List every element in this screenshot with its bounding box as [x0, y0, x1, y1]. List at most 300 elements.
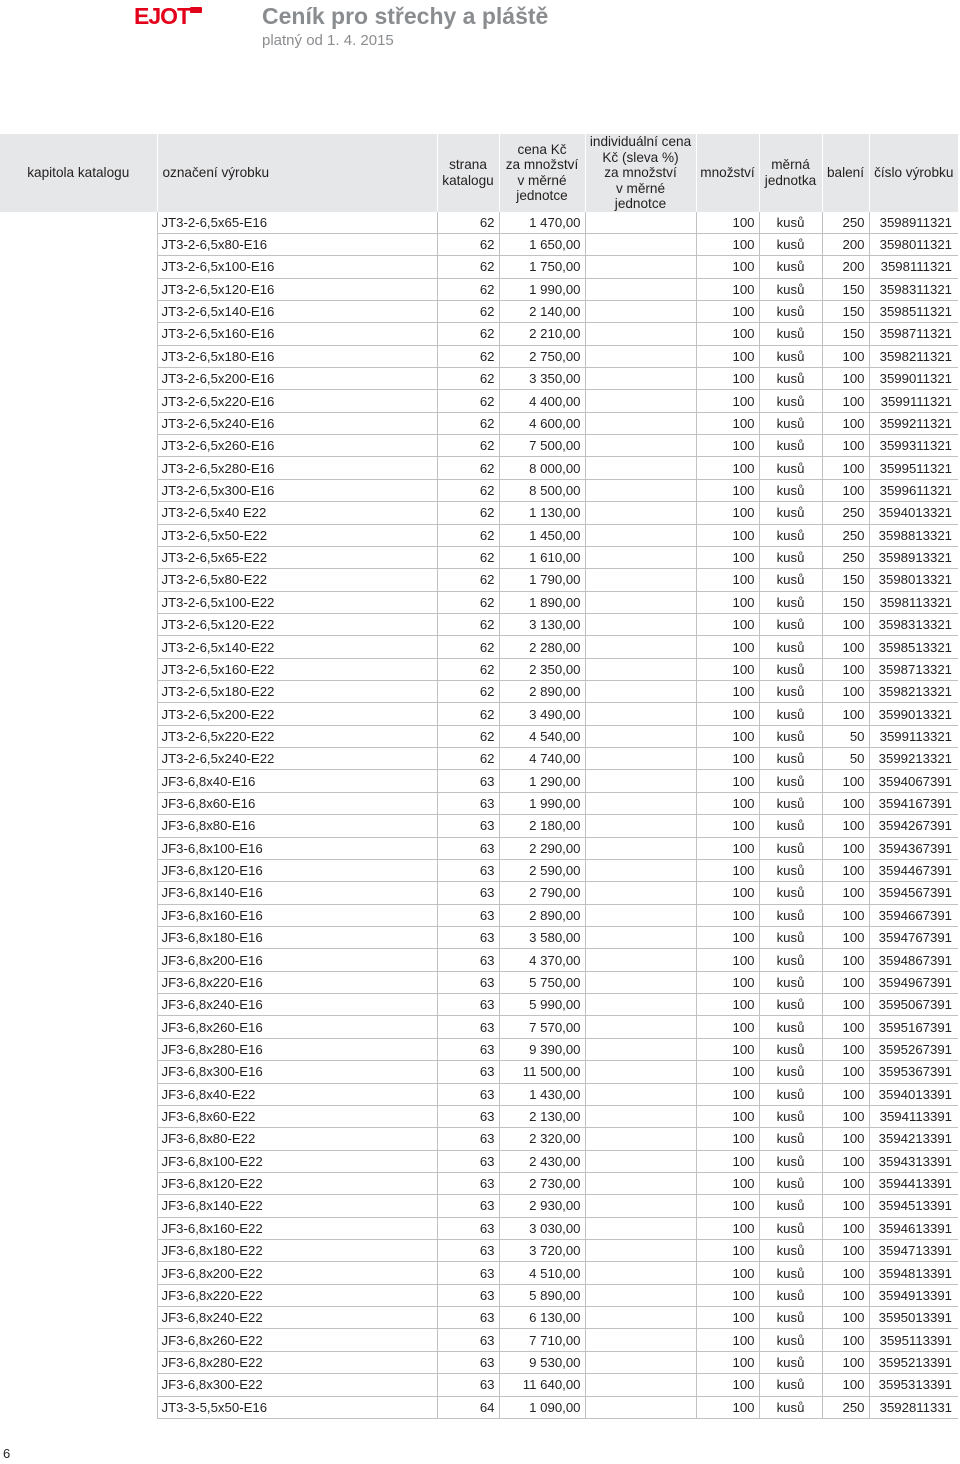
cell-oznaceni: JF3-6,8x80-E22 — [157, 1128, 437, 1150]
cell-baleni: 200 — [822, 233, 869, 255]
cell-oznaceni: JT3-2-6,5x50-E22 — [157, 524, 437, 546]
cell-mnozstvi: 100 — [696, 1284, 759, 1306]
cell-cislo: 3595167391 — [869, 1016, 958, 1038]
cell-kapitola — [0, 904, 157, 926]
cell-strana: 63 — [437, 1284, 499, 1306]
cell-individualni — [585, 1128, 696, 1150]
cell-strana: 63 — [437, 882, 499, 904]
cell-strana: 63 — [437, 1083, 499, 1105]
table-row — [0, 1061, 958, 1083]
cell-strana: 62 — [437, 435, 499, 457]
table-row — [0, 1016, 958, 1038]
table-row — [0, 212, 958, 234]
cell-cena: 1 430,00 — [499, 1083, 585, 1105]
cell-individualni — [585, 1284, 696, 1306]
cell-mnozstvi: 100 — [696, 613, 759, 635]
table-row — [0, 435, 958, 457]
cell-jednotka: kusů — [759, 994, 822, 1016]
cell-strana: 63 — [437, 859, 499, 881]
cell-strana: 63 — [437, 1038, 499, 1060]
table-row — [0, 613, 958, 635]
header-oznaceni: označení výrobku — [157, 134, 437, 212]
cell-cislo: 3594867391 — [869, 949, 958, 971]
table-row — [0, 1351, 958, 1373]
cell-cislo: 3594813391 — [869, 1262, 958, 1284]
cell-cena: 1 450,00 — [499, 524, 585, 546]
cell-cena: 2 750,00 — [499, 345, 585, 367]
cell-baleni: 100 — [822, 390, 869, 412]
cell-cena: 8 000,00 — [499, 457, 585, 479]
cell-jednotka: kusů — [759, 457, 822, 479]
cell-oznaceni: JF3-6,8x220-E16 — [157, 971, 437, 993]
cell-cena: 4 400,00 — [499, 390, 585, 412]
cell-kapitola — [0, 949, 157, 971]
cell-jednotka: kusů — [759, 1240, 822, 1262]
cell-baleni: 100 — [822, 681, 869, 703]
table-row — [0, 300, 958, 322]
cell-oznaceni: JF3-6,8x240-E22 — [157, 1307, 437, 1329]
cell-individualni — [585, 278, 696, 300]
cell-cena: 5 990,00 — [499, 994, 585, 1016]
cell-jednotka: kusů — [759, 1351, 822, 1373]
cell-oznaceni: JT3-2-6,5x80-E16 — [157, 233, 437, 255]
cell-mnozstvi: 100 — [696, 233, 759, 255]
cell-cena: 3 030,00 — [499, 1217, 585, 1239]
cell-baleni: 250 — [822, 1396, 869, 1418]
cell-jednotka: kusů — [759, 1396, 822, 1418]
cell-baleni: 100 — [822, 613, 869, 635]
cell-cena: 2 790,00 — [499, 882, 585, 904]
cell-strana: 63 — [437, 1262, 499, 1284]
cell-strana: 62 — [437, 703, 499, 725]
cell-strana: 63 — [437, 815, 499, 837]
cell-mnozstvi: 100 — [696, 1396, 759, 1418]
cell-mnozstvi: 100 — [696, 882, 759, 904]
cell-baleni: 100 — [822, 770, 869, 792]
cell-kapitola — [0, 457, 157, 479]
cell-kapitola — [0, 658, 157, 680]
cell-oznaceni: JT3-2-6,5x260-E16 — [157, 435, 437, 457]
cell-kapitola — [0, 233, 157, 255]
table-row — [0, 1217, 958, 1239]
cell-individualni — [585, 457, 696, 479]
header-jednotka — [759, 134, 822, 212]
cell-cena: 1 650,00 — [499, 233, 585, 255]
cell-baleni: 100 — [822, 949, 869, 971]
cell-mnozstvi: 100 — [696, 1195, 759, 1217]
cell-individualni — [585, 1038, 696, 1060]
cell-oznaceni: JT3-2-6,5x120-E22 — [157, 613, 437, 635]
header-strana — [437, 134, 499, 212]
cell-strana: 62 — [437, 748, 499, 770]
cell-cislo: 3594167391 — [869, 792, 958, 814]
cell-oznaceni: JF3-6,8x120-E22 — [157, 1172, 437, 1194]
cell-kapitola — [0, 479, 157, 501]
header-kapitola: kapitola katalogu — [0, 134, 157, 212]
table-row — [0, 412, 958, 434]
cell-jednotka: kusů — [759, 524, 822, 546]
cell-jednotka: kusů — [759, 1061, 822, 1083]
header-jednotka-line: jednotka — [764, 172, 817, 188]
cell-strana: 62 — [437, 256, 499, 278]
table-row — [0, 1307, 958, 1329]
cell-mnozstvi: 100 — [696, 681, 759, 703]
cell-cena: 1 990,00 — [499, 792, 585, 814]
header-cena — [499, 134, 585, 212]
cell-cislo: 3598111321 — [869, 256, 958, 278]
cell-oznaceni: JT3-2-6,5x200-E16 — [157, 368, 437, 390]
cell-baleni: 100 — [822, 994, 869, 1016]
header-baleni: balení — [822, 134, 869, 212]
cell-cena: 3 350,00 — [499, 368, 585, 390]
cell-baleni: 100 — [822, 457, 869, 479]
cell-baleni: 100 — [822, 927, 869, 949]
cell-cislo: 3598713321 — [869, 658, 958, 680]
cell-individualni — [585, 636, 696, 658]
cell-cena: 2 290,00 — [499, 837, 585, 859]
cell-baleni: 100 — [822, 1374, 869, 1396]
cell-cislo: 3595013391 — [869, 1307, 958, 1329]
cell-cislo: 3599111321 — [869, 390, 958, 412]
cell-cena: 2 730,00 — [499, 1172, 585, 1194]
cell-baleni: 100 — [822, 1083, 869, 1105]
cell-cena: 2 140,00 — [499, 300, 585, 322]
cell-kapitola — [0, 278, 157, 300]
table-row — [0, 882, 958, 904]
cell-individualni — [585, 1396, 696, 1418]
cell-kapitola — [0, 1016, 157, 1038]
header-individualni-line: individuální cena — [589, 134, 692, 149]
cell-kapitola — [0, 1262, 157, 1284]
table-row — [0, 703, 958, 725]
cell-mnozstvi: 100 — [696, 1217, 759, 1239]
cell-mnozstvi: 100 — [696, 658, 759, 680]
cell-strana: 62 — [437, 524, 499, 546]
cell-mnozstvi: 100 — [696, 904, 759, 926]
cell-oznaceni: JT3-2-6,5x160-E16 — [157, 323, 437, 345]
cell-baleni: 100 — [822, 345, 869, 367]
cell-cislo: 3598513321 — [869, 636, 958, 658]
table-row — [0, 569, 958, 591]
cell-strana: 62 — [437, 658, 499, 680]
cell-jednotka: kusů — [759, 1172, 822, 1194]
cell-baleni: 100 — [822, 904, 869, 926]
cell-oznaceni: JF3-6,8x260-E16 — [157, 1016, 437, 1038]
cell-mnozstvi: 100 — [696, 1061, 759, 1083]
cell-mnozstvi: 100 — [696, 703, 759, 725]
cell-mnozstvi: 100 — [696, 1128, 759, 1150]
cell-cena: 3 720,00 — [499, 1240, 585, 1262]
cell-cislo: 3594013391 — [869, 1083, 958, 1105]
cell-jednotka: kusů — [759, 256, 822, 278]
header-individualni-line: Kč (sleva %) — [602, 149, 679, 165]
cell-kapitola — [0, 368, 157, 390]
cell-baleni: 100 — [822, 971, 869, 993]
cell-strana: 62 — [437, 300, 499, 322]
cell-mnozstvi: 100 — [696, 837, 759, 859]
cell-oznaceni: JF3-6,8x160-E22 — [157, 1217, 437, 1239]
cell-cena: 4 510,00 — [499, 1262, 585, 1284]
table-row — [0, 949, 958, 971]
cell-cena: 5 890,00 — [499, 1284, 585, 1306]
cell-cislo: 3595367391 — [869, 1061, 958, 1083]
cell-mnozstvi: 100 — [696, 1083, 759, 1105]
cell-cena: 11 640,00 — [499, 1374, 585, 1396]
cell-strana: 63 — [437, 971, 499, 993]
cell-baleni: 100 — [822, 1150, 869, 1172]
table-row — [0, 1374, 958, 1396]
cell-oznaceni: JT3-2-6,5x80-E22 — [157, 569, 437, 591]
cell-strana: 62 — [437, 479, 499, 501]
cell-kapitola — [0, 546, 157, 568]
cell-jednotka: kusů — [759, 725, 822, 747]
cell-mnozstvi: 100 — [696, 927, 759, 949]
cell-individualni — [585, 703, 696, 725]
cell-baleni: 200 — [822, 256, 869, 278]
cell-oznaceni: JF3-6,8x40-E16 — [157, 770, 437, 792]
cell-individualni — [585, 390, 696, 412]
cell-mnozstvi: 100 — [696, 256, 759, 278]
cell-oznaceni: JT3-2-6,5x65-E22 — [157, 546, 437, 568]
cell-strana: 63 — [437, 1016, 499, 1038]
cell-mnozstvi: 100 — [696, 1172, 759, 1194]
cell-strana: 63 — [437, 1307, 499, 1329]
cell-cena: 1 990,00 — [499, 278, 585, 300]
cell-strana: 63 — [437, 927, 499, 949]
cell-cislo: 3595113391 — [869, 1329, 958, 1351]
cell-mnozstvi: 100 — [696, 524, 759, 546]
cell-mnozstvi: 100 — [696, 725, 759, 747]
table-row — [0, 546, 958, 568]
cell-jednotka: kusů — [759, 927, 822, 949]
cell-cislo: 3594067391 — [869, 770, 958, 792]
cell-cislo: 3595213391 — [869, 1351, 958, 1373]
cell-mnozstvi: 100 — [696, 368, 759, 390]
header-cislo: číslo výrobku — [869, 134, 958, 212]
cell-cena: 3 130,00 — [499, 613, 585, 635]
cell-individualni — [585, 882, 696, 904]
cell-oznaceni: JT3-2-6,5x65-E16 — [157, 212, 437, 234]
cell-strana: 63 — [437, 1195, 499, 1217]
cell-kapitola — [0, 859, 157, 881]
cell-baleni: 100 — [822, 882, 869, 904]
cell-kapitola — [0, 815, 157, 837]
cell-cislo: 3598011321 — [869, 233, 958, 255]
cell-strana: 62 — [437, 636, 499, 658]
cell-cislo: 3595313391 — [869, 1374, 958, 1396]
table-row — [0, 591, 958, 613]
cell-jednotka: kusů — [759, 546, 822, 568]
table-row — [0, 524, 958, 546]
cell-individualni — [585, 837, 696, 859]
cell-cena: 9 390,00 — [499, 1038, 585, 1060]
cell-jednotka: kusů — [759, 681, 822, 703]
cell-individualni — [585, 859, 696, 881]
cell-individualni — [585, 613, 696, 635]
cell-mnozstvi: 100 — [696, 569, 759, 591]
table-row — [0, 278, 958, 300]
header-cena-line: za množství — [505, 157, 579, 173]
cell-individualni — [585, 1217, 696, 1239]
cell-jednotka: kusů — [759, 1329, 822, 1351]
cell-kapitola — [0, 927, 157, 949]
table-row — [0, 815, 958, 837]
cell-mnozstvi: 100 — [696, 502, 759, 524]
cell-mnozstvi: 100 — [696, 1329, 759, 1351]
cell-cena: 2 280,00 — [499, 636, 585, 658]
cell-oznaceni: JT3-2-6,5x180-E16 — [157, 345, 437, 367]
cell-baleni: 250 — [822, 546, 869, 568]
cell-jednotka: kusů — [759, 1105, 822, 1127]
cell-jednotka: kusů — [759, 703, 822, 725]
page-number: 6 — [3, 1446, 11, 1461]
cell-kapitola — [0, 703, 157, 725]
cell-baleni: 100 — [822, 1217, 869, 1239]
cell-strana: 63 — [437, 1374, 499, 1396]
cell-baleni: 100 — [822, 1061, 869, 1083]
cell-individualni — [585, 412, 696, 434]
cell-cislo: 3594367391 — [869, 837, 958, 859]
cell-jednotka: kusů — [759, 613, 822, 635]
cell-baleni: 100 — [822, 368, 869, 390]
cell-oznaceni: JT3-2-6,5x240-E22 — [157, 748, 437, 770]
cell-oznaceni: JF3-6,8x200-E16 — [157, 949, 437, 971]
table-row — [0, 1329, 958, 1351]
cell-mnozstvi: 100 — [696, 859, 759, 881]
cell-cena: 7 570,00 — [499, 1016, 585, 1038]
cell-cena: 3 580,00 — [499, 927, 585, 949]
cell-strana: 62 — [437, 390, 499, 412]
cell-kapitola — [0, 591, 157, 613]
cell-kapitola — [0, 569, 157, 591]
cell-individualni — [585, 1307, 696, 1329]
cell-mnozstvi: 100 — [696, 1351, 759, 1373]
cell-baleni: 100 — [822, 1351, 869, 1373]
cell-cislo: 3599013321 — [869, 703, 958, 725]
table-row — [0, 233, 958, 255]
cell-cislo: 3595067391 — [869, 994, 958, 1016]
cell-cislo: 3594513391 — [869, 1195, 958, 1217]
cell-jednotka: kusů — [759, 435, 822, 457]
table-row — [0, 502, 958, 524]
cell-oznaceni: JF3-6,8x280-E22 — [157, 1351, 437, 1373]
cell-jednotka: kusů — [759, 792, 822, 814]
table-row — [0, 1262, 958, 1284]
cell-individualni — [585, 927, 696, 949]
cell-oznaceni: JF3-6,8x180-E22 — [157, 1240, 437, 1262]
header-individualni-line: za množství — [604, 165, 677, 180]
cell-oznaceni: JT3-3-5,5x50-E16 — [157, 1396, 437, 1418]
cell-individualni — [585, 524, 696, 546]
cell-oznaceni: JF3-6,8x200-E22 — [157, 1262, 437, 1284]
cell-baleni: 100 — [822, 1329, 869, 1351]
cell-oznaceni: JF3-6,8x120-E16 — [157, 859, 437, 881]
cell-strana: 63 — [437, 837, 499, 859]
cell-jednotka: kusů — [759, 1016, 822, 1038]
cell-kapitola — [0, 345, 157, 367]
cell-cislo: 3594113391 — [869, 1105, 958, 1127]
cell-jednotka: kusů — [759, 971, 822, 993]
cell-jednotka: kusů — [759, 412, 822, 434]
cell-cena: 2 180,00 — [499, 815, 585, 837]
cell-jednotka: kusů — [759, 1307, 822, 1329]
cell-kapitola — [0, 1061, 157, 1083]
cell-cena: 9 530,00 — [499, 1351, 585, 1373]
cell-mnozstvi: 100 — [696, 278, 759, 300]
cell-individualni — [585, 1105, 696, 1127]
cell-individualni — [585, 502, 696, 524]
header-cena-line: v měrné — [517, 172, 567, 188]
cell-cislo: 3594613391 — [869, 1217, 958, 1239]
cell-individualni — [585, 435, 696, 457]
cell-strana: 62 — [437, 613, 499, 635]
cell-mnozstvi: 100 — [696, 212, 759, 234]
cell-baleni: 100 — [822, 837, 869, 859]
cell-mnozstvi: 100 — [696, 1105, 759, 1127]
cell-oznaceni: JT3-2-6,5x240-E16 — [157, 412, 437, 434]
table-row — [0, 1128, 958, 1150]
cell-cena: 1 750,00 — [499, 256, 585, 278]
cell-strana: 63 — [437, 1351, 499, 1373]
table-row — [0, 1105, 958, 1127]
cell-cislo: 3599011321 — [869, 368, 958, 390]
cell-mnozstvi: 100 — [696, 345, 759, 367]
table-row — [0, 725, 958, 747]
cell-oznaceni: JT3-2-6,5x220-E16 — [157, 390, 437, 412]
cell-kapitola — [0, 1351, 157, 1373]
cell-oznaceni: JF3-6,8x260-E22 — [157, 1329, 437, 1351]
cell-kapitola — [0, 435, 157, 457]
cell-jednotka: kusů — [759, 278, 822, 300]
cell-kapitola — [0, 524, 157, 546]
cell-baleni: 100 — [822, 412, 869, 434]
cell-kapitola — [0, 502, 157, 524]
cell-cena: 2 320,00 — [499, 1128, 585, 1150]
cell-kapitola — [0, 837, 157, 859]
cell-mnozstvi: 100 — [696, 435, 759, 457]
cell-kapitola — [0, 994, 157, 1016]
cell-cena: 1 290,00 — [499, 770, 585, 792]
table-row — [0, 256, 958, 278]
price-table — [0, 134, 958, 1419]
cell-mnozstvi: 100 — [696, 1016, 759, 1038]
cell-individualni — [585, 681, 696, 703]
cell-baleni: 100 — [822, 658, 869, 680]
cell-mnozstvi: 100 — [696, 546, 759, 568]
cell-baleni: 100 — [822, 859, 869, 881]
cell-cislo: 3594313391 — [869, 1150, 958, 1172]
cell-strana: 64 — [437, 1396, 499, 1418]
cell-mnozstvi: 100 — [696, 815, 759, 837]
table-row — [0, 837, 958, 859]
cell-cislo: 3599611321 — [869, 479, 958, 501]
cell-jednotka: kusů — [759, 300, 822, 322]
cell-strana: 62 — [437, 278, 499, 300]
table-row — [0, 1240, 958, 1262]
cell-jednotka: kusů — [759, 949, 822, 971]
cell-cena: 3 490,00 — [499, 703, 585, 725]
cell-cislo: 3599311321 — [869, 435, 958, 457]
cell-jednotka: kusů — [759, 770, 822, 792]
cell-mnozstvi: 100 — [696, 412, 759, 434]
cell-oznaceni: JT3-2-6,5x220-E22 — [157, 725, 437, 747]
cell-individualni — [585, 1329, 696, 1351]
cell-oznaceni: JT3-2-6,5x160-E22 — [157, 658, 437, 680]
cell-jednotka: kusů — [759, 368, 822, 390]
cell-individualni — [585, 658, 696, 680]
cell-oznaceni: JF3-6,8x140-E16 — [157, 882, 437, 904]
cell-kapitola — [0, 1083, 157, 1105]
